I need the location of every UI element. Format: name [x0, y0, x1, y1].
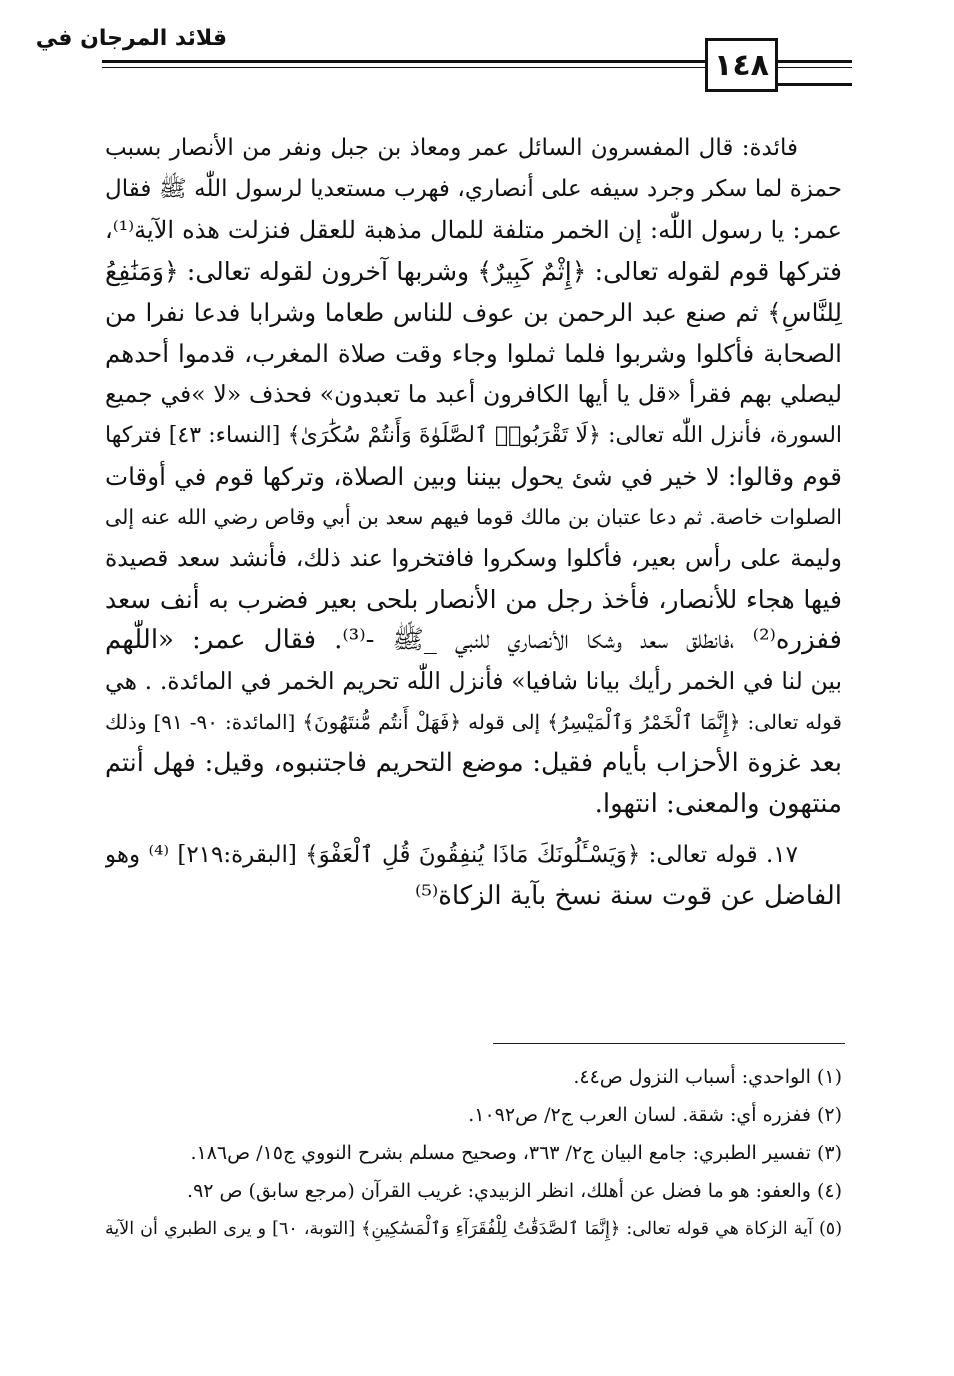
text-line: قوله تعالى: ﴿إِنَّمَا ٱلْخَمْرُ وَٱلْمَيْسِرُ﴾ إلى قوله ﴿فَهَلْ أَنتُم مُّنتَهُونَ﴾ [المائدة: ٩٠- ٩١] وذلك [105, 710, 842, 734]
text-line: عمر: يا رسول اللّٰه: إن الخمر متلفة للمال مذهبة للعقل فنزلت هذه الآية⁽¹⁾، [105, 216, 842, 244]
main-text [105, 128, 842, 917]
text-line: وليمة على رأس بعير، فأكلوا وسكروا فافتخروا عند ذلك، فأنشد سعد قصيدة [105, 544, 842, 572]
text-line: قوم وقالوا: لا خير في شئ يحول بيننا وبين الصلاة، وتركها قوم في أوقات [105, 462, 842, 491]
footnote-3: (٣) تفسير الطبري: جامع البيان ج٢/ ٣٦٣، وصحيح مسلم بشرح النووي ج١٥/ ص١٨٦. [190, 1142, 842, 1164]
footnote-1: (١) الواحدي: أسباب النزول ص٤٤. [573, 1066, 842, 1088]
running-header-title: قلائد المرجان في [35, 26, 227, 51]
footnote-separator [493, 1043, 845, 1044]
text-line: الصلوات خاصة. ثم دعا عتبان بن مالك قوما فيهم سعد بن أبي وقاص رضي الله عنه إلى [105, 505, 842, 529]
text-line: فائدة: قال المفسرون السائل عمر ومعاذ بن جبل ونفر من الأنصار بسبب [105, 135, 799, 161]
text-line: ١٧. قوله تعالى: ﴿وَيَسْـَٔلُونَكَ مَاذَا يُنفِقُونَ قُلِ ٱلْعَفْوَ﴾ [البقرة:٢١٩] ⁽⁴⁾ وهو [105, 842, 799, 868]
text-line: بين لنا في الخمر رأيك بيانا شافيا» فأنزل اللّٰه تحريم الخمر في المائدة. . هي [105, 667, 842, 695]
text-line: منتهون والمعنى: انتهوا. [594, 789, 842, 819]
footnote-2: (٢) ففزره أي: شقة. لسان العرب ج٢/ ص١٠٩٢. [468, 1104, 842, 1126]
text-line: السورة، فأنزل اللّٰه تعالى: ﴿لَا تَقْرَبُوا۟ ٱلصَّلَوٰةَ وَأَنتُمْ سُكَٰرَىٰ﴾ [النساء: ٤٣] فتركها [105, 423, 842, 448]
text-line: ففزره⁽²⁾ ،فانطلق سعد وشكا الأنصاري للنبي _ﷺ -⁽³⁾. فقال عمر: «اللّٰهم [105, 625, 842, 655]
text-line: الفاضل عن قوت سنة نسخ بآية الزكاة⁽⁵⁾ [415, 881, 842, 911]
footnotes [105, 1058, 842, 1248]
text-line: بعد غزوة الأحزاب بأيام فقيل: موضع التحريم فاجتنبوه، وقيل: فهل أنتم [105, 748, 842, 778]
text-line: ليصلي بهم فقرأ «قل يا أيها الكافرون أعبد ما تعبدون» فحذف «لا »في جميع [105, 380, 842, 408]
page-number: ١٤٨ [714, 47, 769, 83]
paragraph-gap [105, 825, 842, 835]
text-line: فتركها قوم لقوله تعالى: ﴿إِثْمٌ كَبِيرٌ﴾ وشربها آخرون لقوله تعالى: ﴿وَمَنَٰفِعُ [105, 257, 842, 286]
page-number-box [705, 38, 778, 92]
footnote-4: (٤) والعفو: هو ما فضل عن أهلك، انظر الزبيدي: غريب القرآن (مرجع سابق) ص ٩٢. [187, 1180, 842, 1202]
text-line: الصحابة فأكلوا وشربوا فلما ثملوا وجاء وقت صلاة المغرب، قدموا أحدهم [105, 339, 842, 368]
header-rule-under-number [775, 83, 852, 86]
text-line: حمزة لما سكر وجرد سيفه على أنصاري، فهرب مستعديا لرسول اللّٰه ﷺ فقال [105, 176, 842, 202]
text-line: فيها هجاء للأنصار، فأخذ رجل من الأنصار بلحى بعير فضرب به أنف سعد [105, 585, 842, 614]
footnote-5: (٥) آية الزكاة هي قوله تعالى: ﴿إِنَّمَا ٱلصَّدَقَٰتُ لِلْفُقَرَآءِ وَٱلْمَسَٰكِينِ﴾ [التوبة، ٦٠] و يرى الطبري أن الآية [105, 1219, 842, 1239]
text-line: لِلنَّاسِ﴾ ثم صنع عبد الرحمن بن عوف للناس طعاما وشرابا فدعا نفرا من [105, 298, 842, 327]
